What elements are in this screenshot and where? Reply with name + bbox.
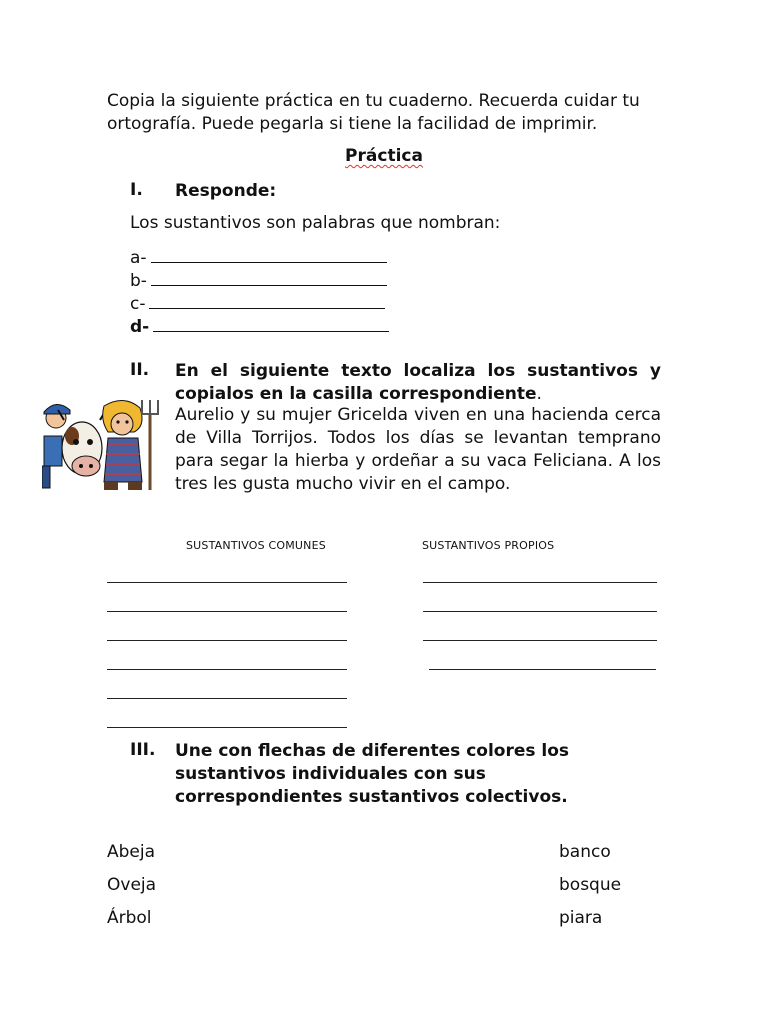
answer-blank-d[interactable] (153, 317, 389, 332)
answer-line-b[interactable] (130, 270, 387, 293)
story-paragraph: Aurelio y su mujer Gricelda viven en una hacienda cerca de Villa Torrijos. Todos los días se levantan temprano para segar la hierba y ordeñar a su vaca Feliciana. A los tres les gusta mucho vivir en el campo. (175, 405, 661, 494)
answer-blank-c[interactable] (149, 294, 385, 309)
answer-blank-a[interactable] (151, 248, 387, 263)
option-label-d: d- (130, 317, 150, 337)
common-noun-blank-2[interactable] (107, 611, 347, 612)
column-header-proper-nouns: SUSTANTIVOS PROPIOS (422, 539, 555, 552)
collective-noun-1[interactable]: banco (559, 842, 611, 862)
proper-noun-blank-4[interactable] (429, 669, 656, 670)
instructions-paragraph: Copia la siguiente práctica en tu cuaderno. Recuerda cuidar tu ortografía. Puede pegarla si tiene la facilidad de imprimir. (107, 91, 640, 134)
proper-noun-blank-2[interactable] (423, 611, 657, 612)
section-1-prompt: Los sustantivos son palabras que nombran: (130, 213, 501, 233)
section-3-number: III. (130, 740, 156, 760)
answer-line-d[interactable] (130, 316, 389, 339)
proper-noun-blank-3[interactable] (423, 640, 657, 641)
common-noun-blank-5[interactable] (107, 698, 347, 699)
section-1-number: I. (130, 180, 143, 200)
individual-noun-2[interactable]: Oveja (107, 875, 157, 895)
page-title-text: Práctica (345, 146, 423, 166)
collective-noun-3[interactable]: piara (559, 908, 603, 928)
farm-family-illustration (42, 396, 162, 492)
column-header-common-nouns: SUSTANTIVOS COMUNES (186, 539, 326, 552)
common-noun-blank-6[interactable] (107, 727, 347, 728)
answer-blank-b[interactable] (151, 271, 387, 286)
common-noun-blank-4[interactable] (107, 669, 347, 670)
answer-line-c[interactable] (130, 293, 385, 316)
answer-line-a[interactable] (130, 247, 387, 270)
proper-noun-blank-1[interactable] (423, 582, 657, 583)
section-2-number: II. (130, 360, 150, 380)
common-noun-blank-3[interactable] (107, 640, 347, 641)
common-noun-blank-1[interactable] (107, 582, 347, 583)
page-title (0, 146, 768, 166)
individual-noun-3[interactable]: Árbol (107, 908, 152, 928)
option-label-c: c- (130, 294, 146, 314)
individual-noun-1[interactable]: Abeja (107, 842, 156, 862)
section-2-title (175, 360, 661, 406)
option-label-a: a- (130, 248, 147, 268)
section-1-title: Responde: (175, 181, 277, 201)
section-2-title-text: En el siguiente texto localiza los sustantivos y copialos en la casilla correspondiente (175, 361, 661, 404)
collective-noun-2[interactable]: bosque (559, 875, 622, 895)
section-3-title: Une con flechas de diferentes colores los sustantivos individuales con sus correspondientes sustantivos colectivos. (175, 741, 570, 807)
option-label-b: b- (130, 271, 147, 291)
section-2-title-period: . (536, 384, 542, 404)
